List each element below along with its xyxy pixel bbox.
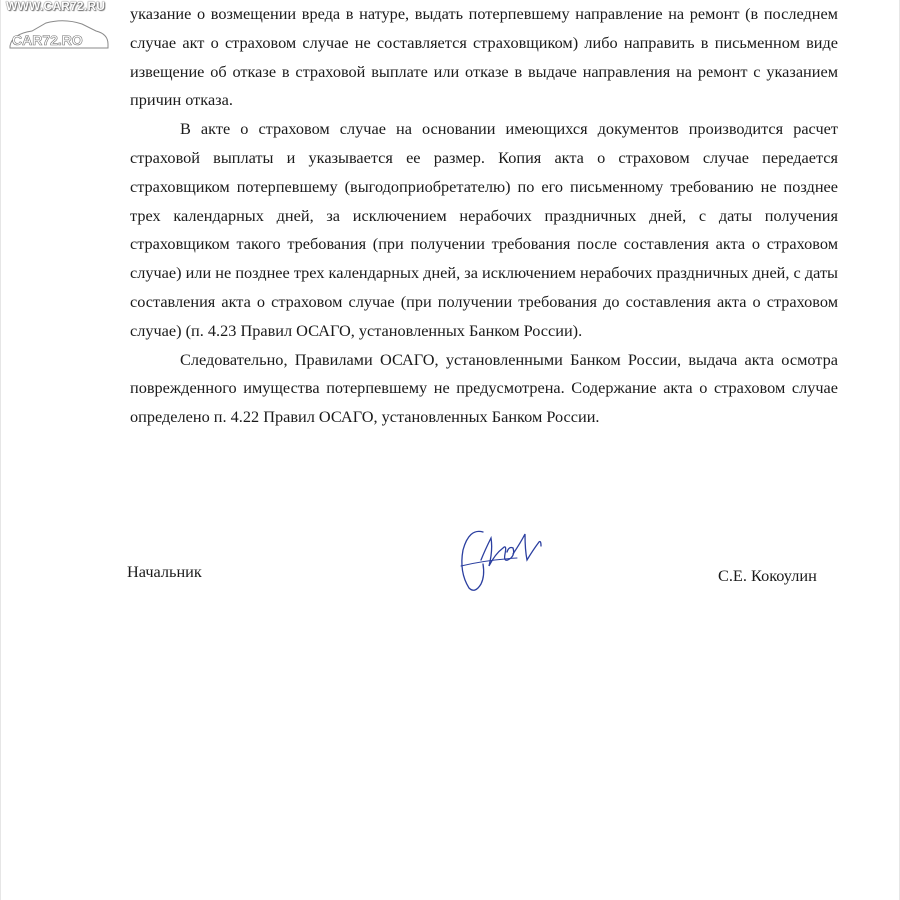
signatory-name: С.Е. Кокоулин <box>718 566 817 585</box>
watermark-url: WWW.CAR72.RU <box>6 0 106 13</box>
watermark <box>2 0 132 56</box>
handwritten-signature-icon <box>455 520 555 595</box>
paragraph-insurance-act: В акте о страховом случае на основании имеющихся документов производится расчет страховой выплаты и указывается ее размер. Копия акта о страховом случае передается страховщиком потерпевшему (выгодоприобретателю) по его письменному требованию не позднее трех календарных дней, за исключением нерабочих праздничных дней, с даты получения страховщиком такого требования (при получении требования после составления акта о страховом случае) или не позднее трех календарных дней, за исключением нерабочих праздничных дней, с даты составления акта о страховом случае (при получении требования до составления акта о страховом случае) (п. 4.23 Правил ОСАГО, установленных Банком России). <box>130 119 838 340</box>
blank-page-area <box>0 620 900 900</box>
signature-block <box>0 520 900 610</box>
paragraph-continuation: указание о возмещении вреда в натуре, выдать потерпевшему направление на ремонт (в последнем случае акт о страховом случае не составляется страховщиком) либо направить в письменном виде извещение об отказе в страховой выплате или отказе в выдаче направления на ремонт с указанием причин отказа. <box>130 4 838 110</box>
paragraph-conclusion: Следовательно, Правилами ОСАГО, установленными Банком России, выдача акта осмотра поврежденного имущества потерпевшему не предусмотрена. Содержание акта о страховом случае определено п. 4.22 Правил ОСАГО, установленных Банком России. <box>130 349 838 427</box>
letter-body <box>130 0 838 432</box>
car-logo-icon <box>2 18 112 56</box>
watermark-logo-text: CAR72.RO <box>12 32 83 48</box>
signatory-position: Начальник <box>127 562 202 581</box>
